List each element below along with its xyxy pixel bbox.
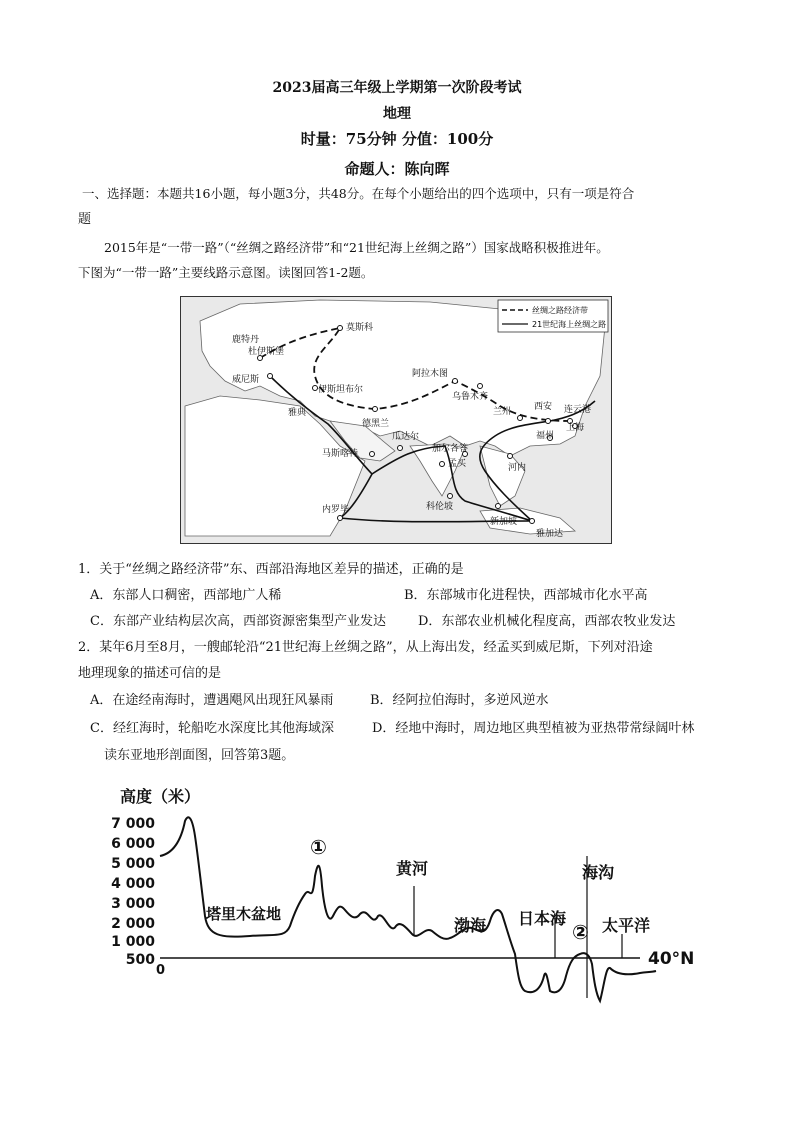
q1-option-b: B．东部城市化进程快，西部城市化水平高 bbox=[404, 588, 648, 603]
city-label: 河内 bbox=[508, 463, 527, 473]
ytick: 3 000 bbox=[111, 896, 155, 912]
profile-origin: 0 bbox=[156, 963, 166, 978]
label-tarim-basin: 塔里木盆地 bbox=[206, 905, 282, 923]
ytick: 1 000 bbox=[111, 934, 155, 950]
ytick: 6 000 bbox=[111, 836, 155, 852]
profile-ylabel: 高度（米） bbox=[120, 787, 201, 806]
city-label: 内罗毕 bbox=[322, 505, 350, 515]
subject-title: 地理 bbox=[383, 106, 411, 122]
ytick: 4 000 bbox=[111, 876, 155, 892]
q2-option-d: D．经地中海时，周边地区典型植被为亚热带常绿阔叶林 bbox=[372, 721, 695, 736]
city-label: 莫斯科 bbox=[346, 323, 374, 333]
city-label: 德黑兰 bbox=[362, 419, 390, 429]
label-marker-1: ① bbox=[310, 835, 327, 859]
legend-land-route: 丝绸之路经济带 bbox=[532, 306, 588, 315]
q1-option-d: D．东部农业机械化程度高，西部农牧业发达 bbox=[418, 614, 676, 629]
ytick: 7 000 bbox=[111, 816, 155, 832]
exam-title: 2023届高三年级上学期第一次阶段考试 bbox=[272, 80, 522, 96]
author: 命题人：陈向晖 bbox=[344, 160, 450, 178]
city-label: 西安 bbox=[534, 402, 553, 412]
belt-road-map bbox=[180, 296, 612, 544]
section-heading-cont: 题 bbox=[78, 212, 92, 227]
city-label: 伊斯坦布尔 bbox=[318, 385, 364, 395]
legend-sea-route: 21世纪海上丝绸之路 bbox=[532, 320, 607, 329]
label-sea-of-japan: 日本海 bbox=[518, 909, 567, 928]
intro-paragraph-cont: 下图为“一带一路”主要线路示意图。读图回答1-2题。 bbox=[78, 265, 374, 280]
city-label: 雅加达 bbox=[536, 529, 564, 539]
city-label: 科伦坡 bbox=[426, 502, 454, 512]
label-yellow-river: 黄河 bbox=[396, 859, 429, 878]
q3-intro: 读东亚地形剖面图，回答第3题。 bbox=[104, 748, 295, 763]
city-label: 加尔各答 bbox=[432, 444, 469, 454]
question-1-stem: 1．关于“丝绸之路经济带”东、西部沿海地区差异的描述，正确的是 bbox=[78, 562, 464, 577]
city-label: 瓜达尔 bbox=[392, 432, 420, 442]
city-label: 兰州 bbox=[493, 407, 512, 417]
city-label: 上海 bbox=[566, 423, 585, 433]
label-pacific: 太平洋 bbox=[602, 916, 651, 935]
intro-paragraph: 2015年是“一带一路”（“丝绸之路经济带”和“21世纪海上丝绸之路”）国家战略积极推进年。 bbox=[104, 240, 609, 255]
city-label: 乌鲁木齐 bbox=[452, 392, 489, 402]
label-trench: 海沟 bbox=[582, 863, 615, 882]
q2-option-a: A．在途经南海时，遭遇飓风出现狂风暴雨 bbox=[90, 693, 334, 708]
ytick: 5 000 bbox=[111, 856, 155, 872]
city-label: 雅典 bbox=[288, 408, 307, 418]
city-label: 连云港 bbox=[564, 405, 592, 415]
city-label: 鹿特丹 bbox=[232, 335, 260, 345]
time-score: 时量：75分钟 分值：100分 bbox=[300, 130, 494, 148]
terrain-profile bbox=[100, 776, 700, 1012]
ytick: 2 000 bbox=[111, 916, 155, 932]
label-40n: 40°N bbox=[648, 949, 695, 969]
q1-option-c: C．东部产业结构层次高，西部资源密集型产业发达 bbox=[90, 614, 386, 629]
q2-option-c: C．经红海时，轮船吃水深度比其他海域深 bbox=[90, 721, 334, 736]
label-bohai-sea: 渤海 bbox=[454, 916, 487, 935]
city-label: 新加坡 bbox=[490, 517, 518, 527]
section-heading: 一、选择题：本题共16小题，每小题3分，共48分。在每个小题给出的四个选项中，只有一项是符合 bbox=[82, 186, 635, 201]
city-label: 马斯喀特 bbox=[322, 449, 359, 459]
question-2-stem-cont: 地理现象的描述可信的是 bbox=[78, 666, 222, 681]
q1-option-a: A．东部人口稠密，西部地广人稀 bbox=[90, 588, 282, 603]
city-label: 福州 bbox=[536, 431, 555, 441]
city-label: 威尼斯 bbox=[232, 375, 260, 385]
question-2-stem: 2．某年6月至8月，一艘邮轮沿“21世纪海上丝绸之路”，从上海出发，经孟买到威尼斯，下列对沿途 bbox=[78, 640, 653, 655]
ytick: 500 bbox=[125, 952, 155, 968]
city-label: 杜伊斯堡 bbox=[248, 347, 285, 357]
city-label: 阿拉木图 bbox=[412, 369, 449, 379]
q2-option-b: B．经阿拉伯海时，多逆风逆水 bbox=[370, 693, 549, 708]
city-label: 孟买 bbox=[448, 459, 467, 469]
label-marker-2: ② bbox=[572, 920, 589, 944]
